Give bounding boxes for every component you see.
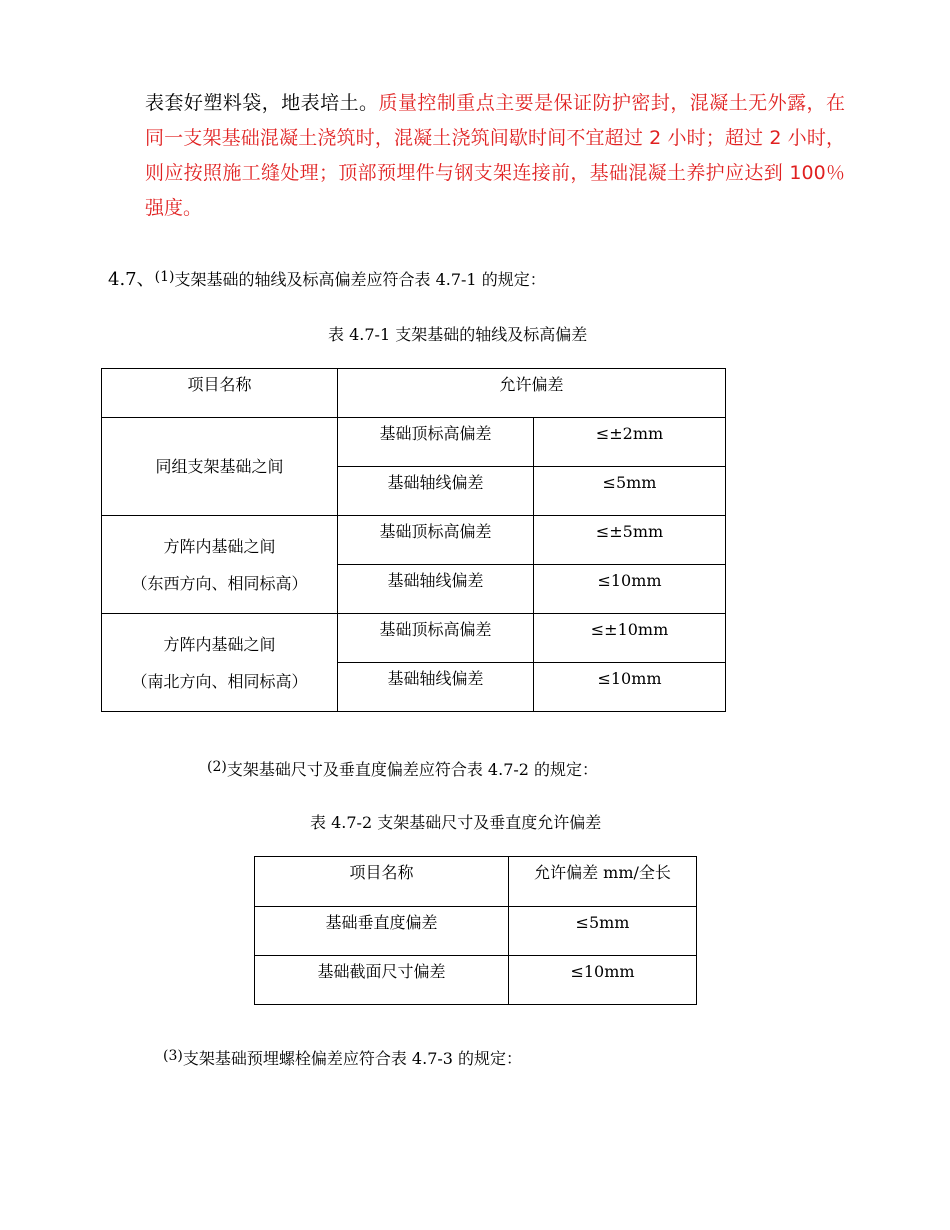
table-row: [255, 956, 697, 1005]
table1-row-value: ≤5mm: [534, 467, 726, 516]
table1-row-item: 基础轴线偏差: [338, 467, 534, 516]
table1-group-name: 同组支架基础之间: [102, 418, 338, 516]
table1-header-row: [102, 369, 726, 418]
table1-row-value: ≤±5mm: [534, 516, 726, 565]
table2-caption: 表 4.7-2 支架基础尺寸及垂直度允许偏差: [310, 813, 602, 832]
table-row: [102, 614, 726, 663]
table1-row-item: 基础顶标高偏差: [338, 418, 534, 467]
intro-black-text: 表套好塑料袋，地表培土。: [145, 92, 379, 114]
section-4-7-line: [108, 265, 546, 291]
table1-row-value: ≤10mm: [534, 565, 726, 614]
table-4-7-1: [101, 368, 726, 712]
table1-group-name: 方阵内基础之间 （东西方向、相同标高）: [102, 516, 338, 614]
table1-header-tolerance: 允许偏差: [338, 369, 726, 418]
item3-text: 支架基础预埋螺栓偏差应符合表 4.7-3 的规定：: [182, 1049, 523, 1068]
item1-text: 支架基础的轴线及标高偏差应符合表 4.7-1 的规定：: [174, 270, 546, 289]
intro-red-text: 质量控制重点主要是保证防护密封，混凝土无外露，在同一支架基础混凝土浇筑时，混凝土浇筑间歇时间不宜超过 2 小时；超过 2 小时，则应按照施工缝处理；顶部预埋件与钢支架连接前，基础混凝土养护应达到 100％强度。: [145, 92, 845, 219]
item3-line: [163, 1046, 522, 1069]
table1-row-value: ≤10mm: [534, 663, 726, 712]
item2-text: 支架基础尺寸及垂直度偏差应符合表 4.7-2 的规定：: [226, 760, 599, 779]
table1-header-item: 项目名称: [102, 369, 338, 418]
table2-row-item: 基础垂直度偏差: [255, 907, 509, 956]
section-number: 4.7、: [108, 269, 155, 290]
item2-line: [207, 757, 598, 780]
table1-row-item: 基础顶标高偏差: [338, 614, 534, 663]
intro-paragraph: [145, 86, 845, 226]
table1-caption: 表 4.7-1 支架基础的轴线及标高偏差: [328, 325, 588, 344]
table2-header-row: [255, 857, 697, 907]
item1-marker: (1): [154, 269, 175, 285]
table2-header-tolerance: 允许偏差 mm/全长: [509, 857, 697, 907]
table-row: [255, 907, 697, 956]
table2-row-value: ≤10mm: [509, 956, 697, 1005]
table1-group-name: 方阵内基础之间 （南北方向、相同标高）: [102, 614, 338, 712]
table2-header-item: 项目名称: [255, 857, 509, 907]
table-row: [102, 516, 726, 565]
table2-row-item: 基础截面尺寸偏差: [255, 956, 509, 1005]
table2-row-value: ≤5mm: [509, 907, 697, 956]
table1-row-item: 基础顶标高偏差: [338, 516, 534, 565]
table-row: [102, 418, 726, 467]
table1-row-item: 基础轴线偏差: [338, 565, 534, 614]
table1-row-value: ≤±2mm: [534, 418, 726, 467]
table1-row-value: ≤±10mm: [534, 614, 726, 663]
table-4-7-2: [254, 856, 697, 1005]
table1-row-item: 基础轴线偏差: [338, 663, 534, 712]
item2-marker: (2): [207, 759, 227, 775]
item3-marker: (3): [163, 1048, 183, 1064]
